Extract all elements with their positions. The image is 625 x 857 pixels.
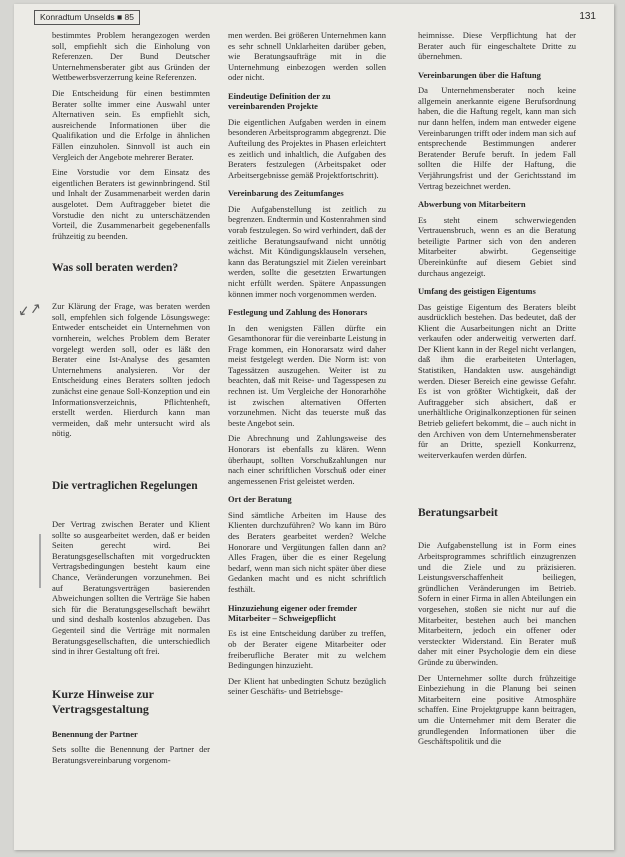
subheading-haftung: Vereinbarungen über die Haftung (418, 69, 541, 80)
subheading-zeitumfang: Vereinbarung des Zeitumfanges (228, 188, 344, 199)
paragraph: Es ist eine Entscheidung darüber zu treffen, ob der Berater eigene Mitarbeiter oder freiberufliche Berater mit zu welchem Bedingungen hinzuzieht. (228, 628, 386, 671)
text-column-1 (52, 30, 210, 770)
page-number: 131 (579, 11, 596, 22)
subheading-honorar: Festlegung und Zahlung des Honorars (228, 307, 368, 318)
text-column-2 (228, 30, 386, 702)
paragraph: Sind sämtliche Arbeiten im Hause des Klienten durchzuführen? Wo kann im Büro des Beraters gearbeitet werden? Welche Honorare und Vergütungen fallen dann an? Alles Fragen, über die es einer Regelung bedarf, wenn man sich nicht später über diese Gedanken macht und es nicht schriftlich festhält. (228, 509, 386, 594)
paragraph: Der Unternehmer sollte durch frühzeitige Einbeziehung in die Planung bei seinen Mitarbeitern eine positive Atmosphäre schaffen. Eine Projektgruppe kann beitragen, um die Unternehmer mit dem Berater die grundlegenden Informationen über die Geschäftspolitik und die (418, 672, 576, 747)
text-column-3 (418, 30, 576, 752)
section-heading-kurz: Kurze Hinweise zur Vertragsgestaltung (52, 686, 154, 716)
paragraph: Der Klient hat unbedingten Schutz bezüglich seiner Geschäfts- und Betriebsge- (228, 675, 386, 697)
document-page (14, 4, 614, 850)
subheading-abwerbung: Abwerbung von Mitarbeitern (418, 199, 526, 210)
subheading-eigentum: Umfang des geistigen Eigentums (418, 286, 536, 297)
paragraph: Die Abrechnung und Zahlungsweise des Honorars ist ebenfalls zu klären. Wenn überhaupt, sollten Vorschußzahlungen nur nach einer schriftlichen Vorschuß oder einer angemessenen Frist geleistet werden. (228, 433, 386, 486)
paragraph: men werden. Bei größeren Unternehmen kann es sehr schnell Unklarheiten darüber geben, wie Beratungsaufträge mit in die Unternehmung einbezogen werden sollen oder nicht. (228, 30, 386, 83)
paragraph: Es steht einem schwerwiegenden Vertrauensbruch, wenn es an die Beratung beteiligte Partner sich von den anderen Mitarbeiter abwirbt. Gegenseitige Übereinkünfte auf diesem Gebiet sind durchaus angezeigt. (418, 214, 576, 278)
paragraph: Die Aufgabenstellung ist zeitlich zu begrenzen. Endtermin und Kostenrahmen sind vorab festzulegen. So wird verhindert, daß der zeitliche Beratungsaufwand nicht unnötig wächst. Mit Kündigungsklauseln versehen, kann das Beratungsziel mit Zielen vereinbart werden, sollte die gesetzten Erwartungen nicht erfüllt werden. Spätere Anpassungen können immer noch vorgenommen werden. (228, 203, 386, 299)
paragraph: Die Aufgabenstellung ist in Form eines Arbeitsprogrammes schriftlich einzugrenzen und die Ziele und zu präzisieren. Leistungsverschaffenheit beiliegen, gründlichen Veränderungen im Betrieb. Sofern in einer Firma in allen Abteilungen ein vorgesehen, stoßen sie nicht nur auf die Mitarbeiter, bestehen auch bei manchen Mitarbeitern, jedoch ein offener oder versteckter Widerstand. Ein Berater muß daher mit einer Psychologie dem ein diese Gründe zu überwinden. (418, 540, 576, 667)
paragraph: heimnisse. Diese Verpflichtung hat der Berater auch für eingeschaltete Dritte zu übernehmen. (418, 30, 576, 62)
paragraph: In den wenigsten Fällen dürfte ein Gesamthonorar für die vereinbarte Leistung in Frage kommen, ein Honorarsatz wird daher meist festgelegt werden. Die Norm ist: von Tagessätzen auszugehen. Weiter ist zu beachten, daß mit Reise- und Tagesspesen zu rechnen ist. Um Vergleiche der Honorarhöhe ist zwischen alternativen Offerten vorzunehmen. Nicht das teuerste muß das beste Angebot sein. (228, 322, 386, 428)
pen-margin-mark: ↙↗ (16, 301, 43, 320)
paragraph: Zur Klärung der Frage, was beraten werden soll, empfehlen sich folgende Lösungswege: Entweder entscheidet ein Unternehmen von vornherein, welches Problem dem Berater vorgelegt werden soll, oder es läßt den Berater eine Ist-Analyse des gesamten Unternehmens analysieren. Vor der Entscheidung eines Beraters sollten jedoch zunächst eine genaue Soll-Konzeption und ein Informationsverzeichnis, Pflichtenheft, erstellt werden. Hierdurch kann man vermeiden, daß mehr untersucht wird als nötig. (52, 301, 210, 439)
margin-highlight-bar (39, 534, 41, 588)
section-heading-was: Was soll beraten werden? (52, 262, 179, 275)
paragraph: Da Unternehmensberater noch keine allgemein anerkannte eigene Berufsordnung haben, die die Haftung regelt, kann man sich nur dann helfen, indem man entweder eigene Vereinbarungen trifft oder indem man sich auf entsprechende Bestimmungen anderer Beratender Berufe beruft. In jedem Fall sollten die Hilfe der Haftung, die Verjährungsfrist und der Gerichtsstand im Vertrag bezeichnet werden. (418, 85, 576, 191)
subheading-benennung: Benennung der Partner (52, 728, 138, 739)
subheading-ort: Ort der Beratung (228, 494, 292, 505)
subheading-hinzuziehung: Hinzuziehung eigener oder fremder Mitarbeiter – Schweigepflicht (228, 602, 357, 623)
paragraph: Die eigentlichen Aufgaben werden in einem besonderen Arbeitsprogramm abgegrenzt. Die Aufteilung des Projektes in Phasen erleichtert es zeitlich und inhaltlich, die Aufgaben des Beraters festzulegen (Arbeitspaket oder Arbeitsergebnisse gemäß Projektfortschritt). (228, 116, 386, 180)
section-heading-vertrag: Die vertraglichen Regelungen (52, 480, 198, 492)
paragraph: bestimmtes Problem herangezogen werden soll, empfiehlt sich die Einholung von Referenzen. Der Bund Deutscher Unternehmensberater gibt aus Gründen der Wettbewerbsverzerrung keine Referenzen. (52, 30, 210, 83)
running-header: Konradtum Unselds ■ 85 (34, 10, 140, 25)
paragraph: Sets sollte die Benennung der Partner der Beratungsvereinbarung vorgenom- (52, 744, 210, 765)
section-heading-beratungsarbeit: Beratungsarbeit (418, 507, 498, 520)
paragraph: Der Vertrag zwischen Berater und Klient sollte so ausgearbeitet werden, daß er beiden Seiten gerecht wird. Bei Beratungsgesellschaften mit vorgedruckten Vertragsbedingungen besteht kaum eine Chance, Veränderungen vorzunehmen. Bei auf Beratungsverträgen basierenden Abweichungen sollten die Verträge Sie haben sich für die Beratungsgesellschaft bewährt und sind deshalb kostenlos abzugeben. Das Gegenteil sind die Verträge mit normalen Beratungsgesellschaften, die unterschiedlich sind in ihrer Gestaltung oft frei. (52, 519, 210, 657)
paragraph: Eine Vorstudie vor dem Einsatz des eigentlichen Beraters ist gewinnbringend. Stil und Inhalt der Zusammenarbeit werden darin ausgelotet. Dem Auftraggeber bietet die Vorstudie den nicht zu unterschätzenden Vorteil, die Zusammenarbeit gegebenenfalls frühzeitig zu beenden. (52, 167, 210, 241)
paragraph: Die Entscheidung für einen bestimmten Berater sollte immer eine Auswahl unter Alternativen sein. Es empfiehlt sich, ausreichende Informationen über die Qualifikation und die Erfolge in ähnlichen Fällen einzuholen. Sinnvoll ist auch ein Vergleich der Angebote mehrerer Berater. (52, 87, 210, 162)
subheading-definition: Eindeutige Definition der zu vereinbarenden Projekte (228, 90, 331, 112)
paragraph: Das geistige Eigentum des Beraters bleibt ausdrücklich bestehen. Das bedeutet, daß der Klient die Ausarbeitungen nicht an Dritte verkaufen oder anderweitig verwerten darf. Der Klient kann in der Regel nicht verlangen, daß ihm die erarbeiteten Unterlagen, Statistiken, Handakten usw. ausgehändigt werden. Dieser Bereich eine gewisse Gefahr. Es ist von größter Wichtigkeit, daß der Auftraggeber sich absichert, daß er unerhältliche Originalkonzeptionen für seinen Betrieb geliefert bekommt, die – auch nicht in den Archiven von dem Unternehmensberater für an Dritte, speziell Konkurrenz, weiterverkaufen werden dürfen. (418, 301, 576, 460)
